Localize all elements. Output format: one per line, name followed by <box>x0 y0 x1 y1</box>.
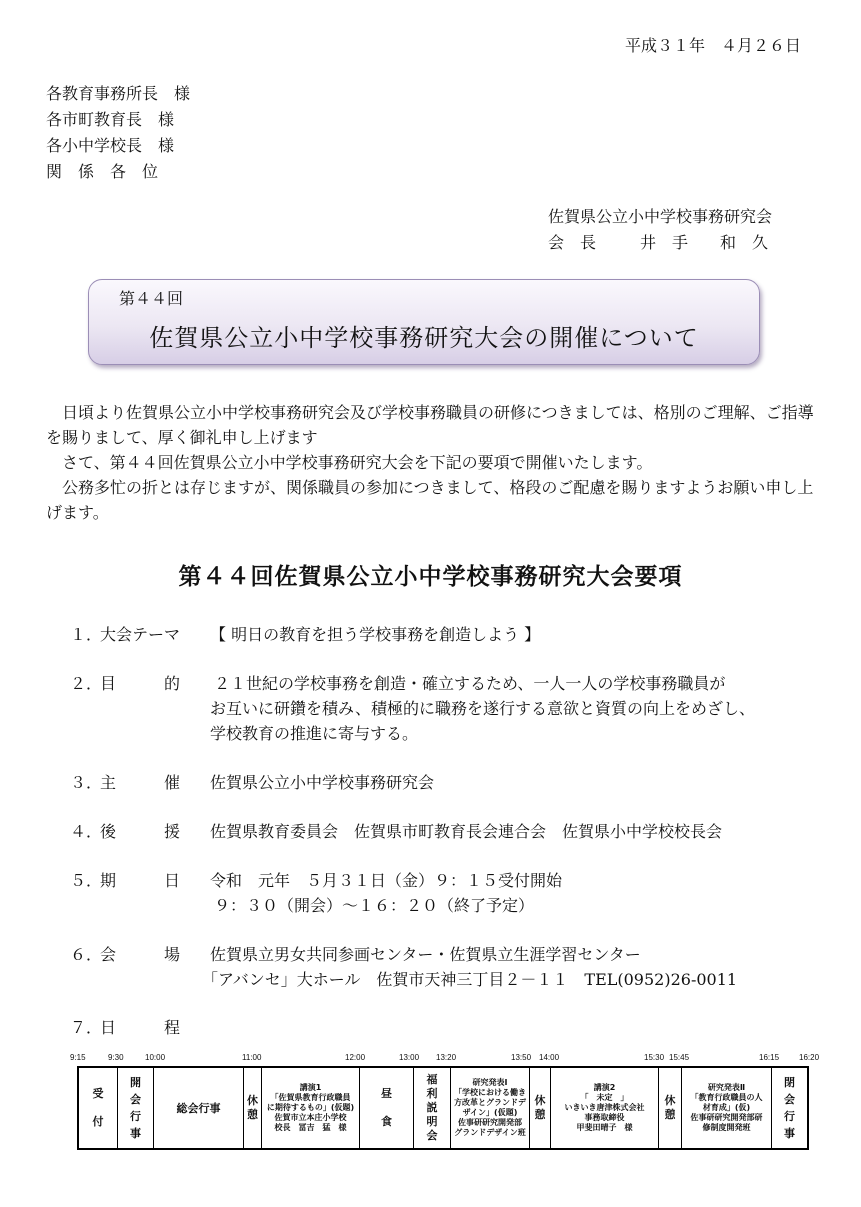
time-label: 12:00 <box>345 1053 366 1062</box>
time-label: 13:20 <box>436 1053 457 1062</box>
intro-paragraph: 公務多忙の折とは存じますが、関係職員の参加につきまして、格段のご配慮を賜りますようお願い申し上げます。 <box>46 478 814 522</box>
item-number: ４． <box>70 822 103 841</box>
sender-org: 佐賀県公立小中学校事務研究会 <box>548 207 773 226</box>
intro-text <box>46 400 816 525</box>
item-number: ２． <box>70 674 103 693</box>
schedule-block-general-meeting: 総会行事 <box>154 1068 244 1148</box>
banner-subtitle: 第４４回 <box>119 289 184 308</box>
sender-position: 会 長 <box>548 233 597 252</box>
time-label: 9:30 <box>108 1053 124 1062</box>
item-period <box>70 868 563 918</box>
outline-heading: 第４４回佐賀県公立小中学校事務研究大会要項 <box>178 564 683 590</box>
time-label: 15:30 <box>644 1053 665 1062</box>
addressee: 各教育事務所長 様 <box>46 84 191 103</box>
intro-paragraph: さて、第４４回佐賀県公立小中学校事務研究大会を下記の要項で開催いたします。 <box>46 453 653 472</box>
item-label: 期 日 <box>100 871 181 890</box>
item-label: 主 催 <box>100 773 181 792</box>
addressee: 各市町教育長 様 <box>46 110 175 129</box>
schedule-block-break: 休憩 <box>244 1068 262 1148</box>
schedule-block-welfare-briefing: 福利説明会 <box>414 1068 451 1148</box>
schedule-block-reception: 受付 <box>79 1068 118 1148</box>
schedule-block-lunch: 昼食 <box>360 1068 414 1148</box>
sender-person <box>548 231 772 257</box>
intro-paragraph: 日頃より佐賀県公立小中学校事務研究会及び学校事務職員の研修につきましては、格別のご理解、ご指導を賜りまして、厚く御礼申し上げます <box>46 403 814 447</box>
time-label: 13:50 <box>511 1053 532 1062</box>
schedule-block-presentation-2: 研究発表Ⅱ 「教育行政職員の人 材育成」(仮) 佐事研研究開発部研 修制度開発班 <box>682 1068 772 1148</box>
time-label: 14:00 <box>539 1053 560 1062</box>
time-label: 9:15 <box>70 1053 86 1062</box>
item-purpose <box>70 671 755 746</box>
banner-title: 佐賀県公立小中学校事務研究大会の開催について <box>149 324 699 352</box>
time-label: 16:15 <box>759 1053 780 1062</box>
item-schedule <box>70 1015 210 1040</box>
item-value: 佐賀県立男女共同参画センター・佐賀県立生涯学習センター 「アバンセ」大ホール 佐賀市天神三丁目２－１１ TEL(0952)26-0011 <box>202 945 738 989</box>
schedule-timeline <box>70 1053 830 1067</box>
time-label: 16:20 <box>799 1053 820 1062</box>
item-value: 令和 元年 ５月３１日（金）９：１５受付開始 ９：３０（開会）～１６：２０（終了予定） <box>210 871 563 915</box>
document-date: 平成３１年 ４月２６日 <box>624 36 801 55</box>
item-label: 会 場 <box>100 945 181 964</box>
item-label: 目 的 <box>100 674 181 693</box>
schedule-block-break: 休憩 <box>530 1068 551 1148</box>
item-number: １． <box>70 625 103 644</box>
item-venue <box>70 942 738 992</box>
time-label: 13:00 <box>399 1053 420 1062</box>
item-value: ２１世紀の学校事務を創造・確立するため、一人一人の学校事務職員が お互いに研鑽を積み、積極的に職務を遂行する意欲と資質の向上をめざし、 学校教育の推進に寄与する。 <box>210 674 755 743</box>
time-label: 10:00 <box>145 1053 166 1062</box>
schedule-block-break: 休憩 <box>659 1068 682 1148</box>
item-value: 佐賀県公立小中学校事務研究会 <box>210 773 435 792</box>
sender-name: 井 手 和 久 <box>640 233 769 252</box>
addressee: 関 係 各 位 <box>46 162 159 181</box>
schedule-block-opening: 開会行事 <box>118 1068 154 1148</box>
item-value: 【 明日の教育を担う学校事務を創造しよう 】 <box>210 625 541 644</box>
item-theme <box>70 622 540 647</box>
item-label: 後 援 <box>100 822 181 841</box>
schedule-block-lecture-1: 講演1 「佐賀県教育行政職員 に期待するもの」(仮題) 佐賀市立本庄小学校 校長 冨吉 猛 様 <box>262 1068 360 1148</box>
addressee-list <box>46 82 190 186</box>
addressee: 各小中学校長 様 <box>46 136 175 155</box>
item-number: ６． <box>70 945 103 964</box>
schedule-table <box>77 1066 809 1150</box>
item-number: ５． <box>70 871 103 890</box>
schedule-block-presentation-1: 研究発表Ⅰ 「学校における働き 方改革とグランドデ ザイン」(仮題) 佐事研研究開発部 グランドデザイン班 <box>451 1068 530 1148</box>
item-number: ７． <box>70 1018 103 1037</box>
schedule-block-lecture-2: 講演2 「 未定 」 いきいき唐津株式会社 事務取締役 甲斐田晴子 様 <box>551 1068 659 1148</box>
schedule-block-closing: 閉会行事 <box>784 1076 795 1140</box>
sender-block <box>548 205 772 257</box>
item-label: 大会テーマ <box>100 625 181 644</box>
item-number: ３． <box>70 773 103 792</box>
item-host <box>70 770 434 795</box>
item-support <box>70 819 722 844</box>
item-value: 佐賀県教育委員会 佐賀県市町教育長会連合会 佐賀県小中学校校長会 <box>210 822 723 841</box>
time-label: 11:00 <box>242 1053 262 1062</box>
item-label: 日 程 <box>100 1018 181 1037</box>
time-label: 15:45 <box>669 1053 690 1062</box>
title-banner <box>88 279 760 365</box>
